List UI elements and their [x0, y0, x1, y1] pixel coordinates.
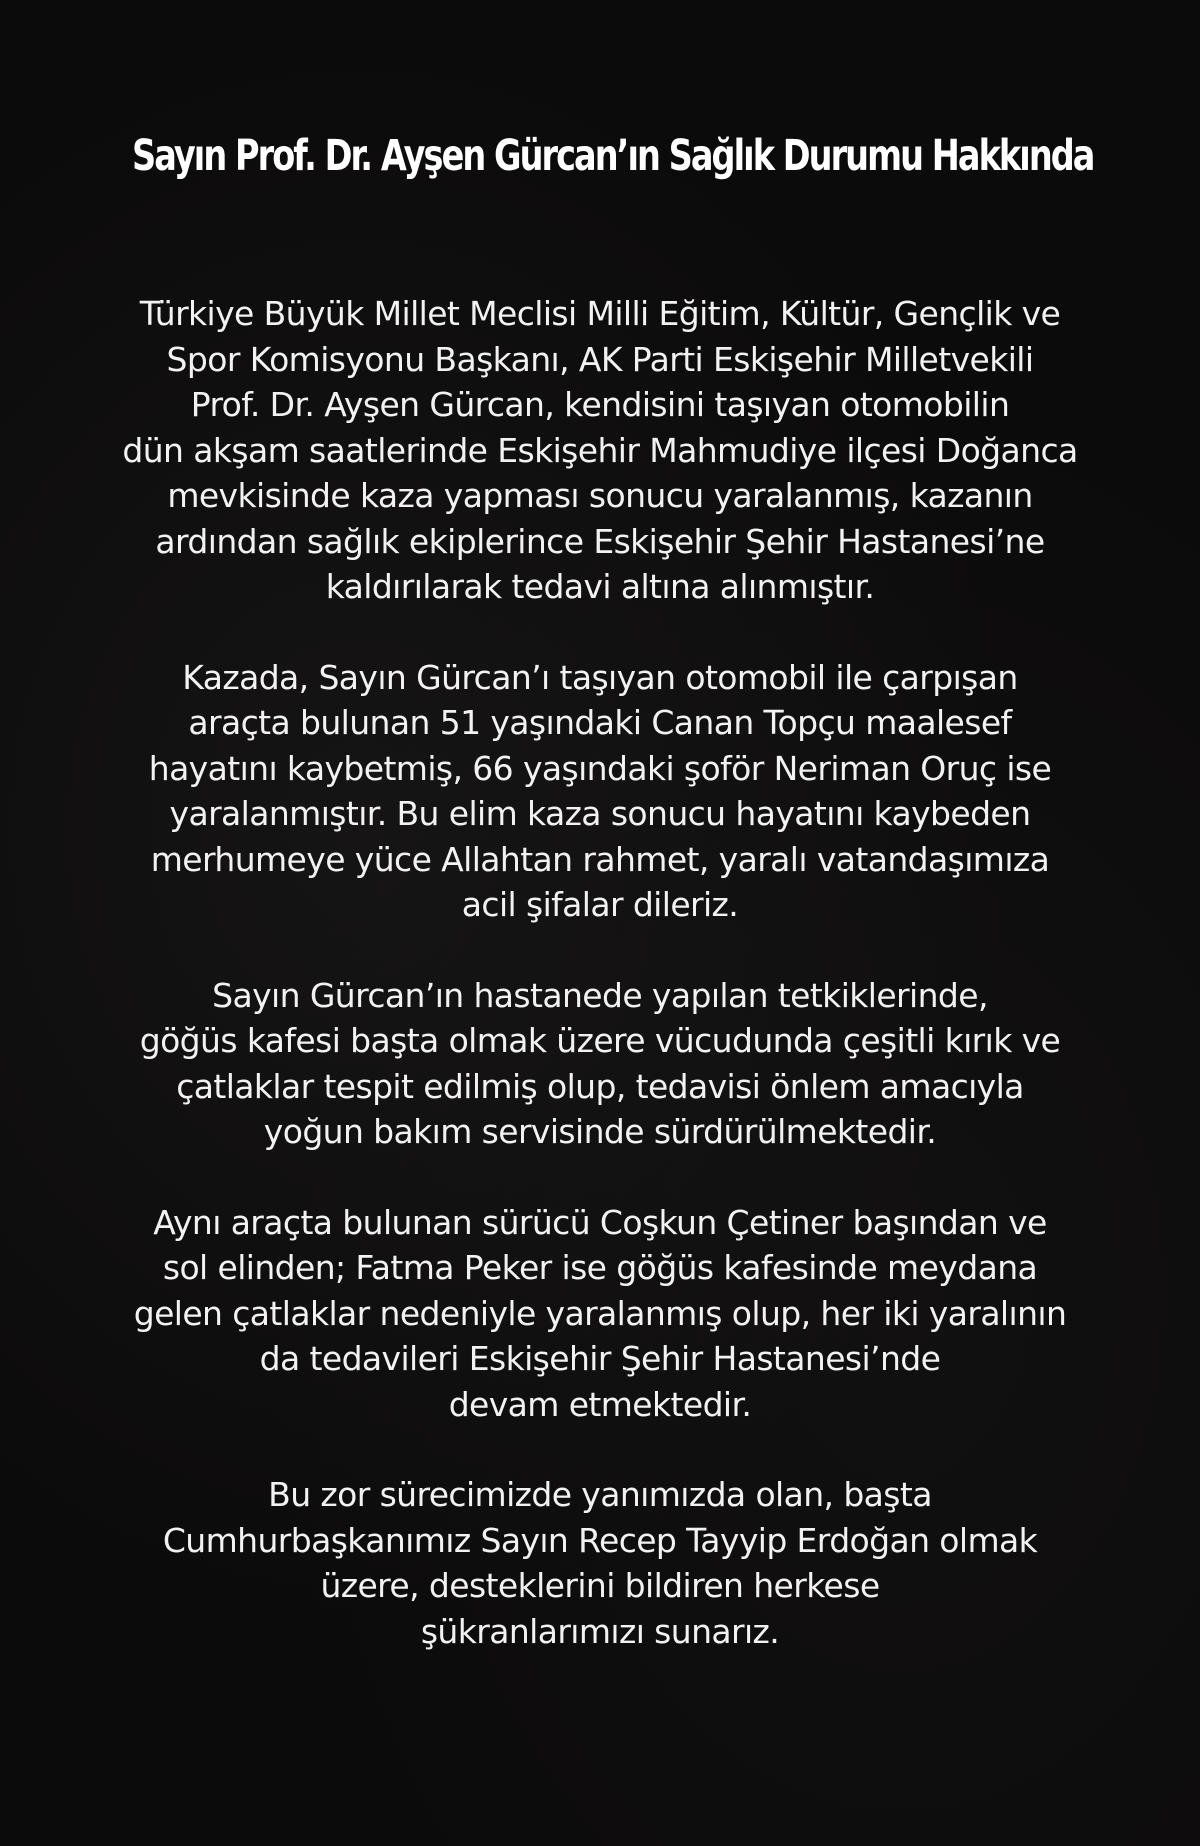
paragraph-line: çatlaklar tespit edilmiş olup, tedavisi önlem amacıyla [176, 1066, 1024, 1106]
paragraph-line: yaralanmıştır. Bu elim kaza sonucu hayatını kaybeden [169, 794, 1031, 833]
paragraph-line: şükranlarımızı sunarız. [420, 1611, 780, 1651]
paragraph-line: yoğun bakım servisinde sürdürülmektedir. [263, 1112, 937, 1151]
paragraph-line: ardından sağlık ekiplerince Eskişehir Şehir Hastanesi’ne [155, 521, 1045, 561]
paragraph-line: da tedavileri Eskişehir Şehir Hastanesi’nde [259, 1339, 941, 1378]
paragraph-line: Prof. Dr. Ayşen Gürcan, kendisini taşıyan otomobilin [190, 385, 1010, 424]
paragraph-condolence [60, 655, 1140, 928]
paragraph-line: kaldırılarak tedavi altına alınmıştır. [325, 567, 875, 606]
paragraph-line: Kazada, Sayın Gürcan’ı taşıyan otomobil ile çarpışan [182, 657, 1018, 697]
paragraph-health-status [60, 973, 1140, 1155]
paragraph-line: Aynı araçta bulunan sürücü Coşkun Çetiner başından ve [153, 1202, 1047, 1242]
paragraph-line: Sayın Gürcan’ın hastanede yapılan tetkiklerinde, [212, 975, 988, 1015]
statement-body [60, 291, 1140, 1699]
paragraph-line: araçta bulunan 51 yaşındaki Canan Topçu maalesef [188, 703, 1012, 742]
paragraph-line: acil şifalar dileriz. [461, 885, 739, 924]
paragraph-line: göğüs kafesi başta olmak üzere vücudunda çeşitli kırık ve [139, 1021, 1061, 1060]
paragraph-accident [60, 291, 1140, 610]
paragraph-line: mevkisinde kaza yapması sonucu yaralanmış, kazanın [167, 476, 1033, 515]
paragraph-line: Spor Komisyonu Başkanı, AK Parti Eskişehir Milletvekili [166, 339, 1034, 379]
paragraph-line: dün akşam saatlerinde Eskişehir Mahmudiye ilçesi Doğanca [122, 430, 1078, 470]
statement-title: Sayın Prof. Dr. Ayşen Gürcan’ın Sağlık Durumu Hakkında [132, 131, 1094, 181]
paragraph-thanks [60, 1472, 1140, 1654]
paragraph-line: Türkiye Büyük Millet Meclisi Milli Eğitim, Kültür, Gençlik ve [139, 294, 1061, 333]
paragraph-line: üzere, desteklerini bildiren herkese [320, 1566, 880, 1605]
paragraph-line: Cumhurbaşkanımız Sayın Recep Tayyip Erdoğan olmak [162, 1520, 1038, 1560]
paragraph-line: merhumeye yüce Allahtan rahmet, yaralı vatandaşımıza [150, 839, 1050, 879]
paragraph-line: hayatını kaybetmiş, 66 yaşındaki şoför Neriman Oruç ise [148, 748, 1052, 788]
paragraph-line: gelen çatlaklar nedeniyle yaralanmış olup, her iki yaralının [133, 1293, 1067, 1333]
paragraph-other-injured [60, 1200, 1140, 1428]
paragraph-line: Bu zor sürecimizde yanımızda olan, başta [268, 1475, 932, 1514]
paragraph-line: sol elinden; Fatma Peker ise göğüs kafesinde meydana [162, 1248, 1038, 1287]
paragraph-line: devam etmektedir. [448, 1384, 752, 1424]
